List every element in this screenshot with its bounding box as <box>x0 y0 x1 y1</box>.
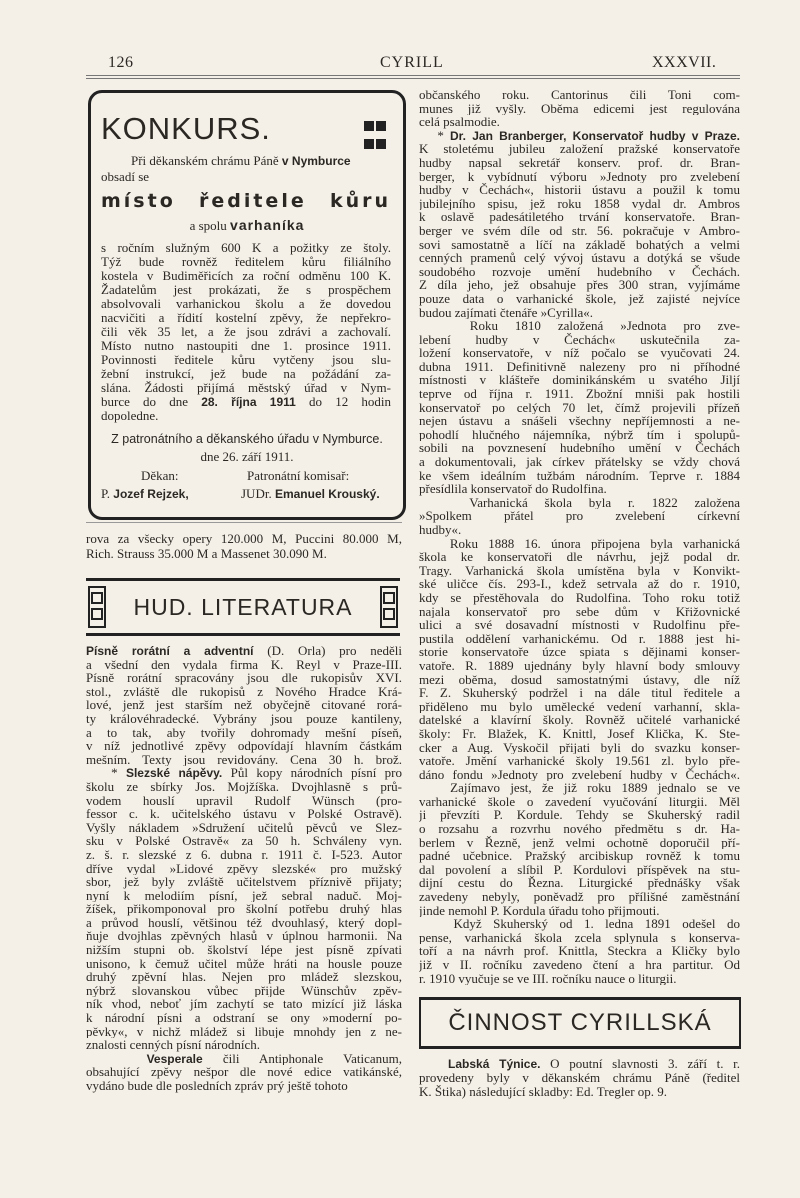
text-segment: čili Antiphonale Vaticanum, <box>202 1051 402 1066</box>
text-line: školy: Fr. Blažek, K. Knittl, Josef Klička, K. Ste- <box>419 726 740 741</box>
text-line: ložení konservatoře, v níž počalo se vyučovati 24. <box>419 346 740 360</box>
text-line: přiděleno mu bylo umělecké vedení varhanní, skla- <box>419 699 740 714</box>
text-line: nyní k melodiím písní, jež sebral naduč. Moj- <box>86 888 402 903</box>
text-line: absolvovali varhanickou školu a že dovedou <box>101 297 391 311</box>
text-line: ji převzíti P. Kordule. Tehdy se Skuherský radil <box>419 808 740 823</box>
text-line: vodem houslí upravil Rudolf Wünsch (pro- <box>86 793 402 808</box>
text-line: znalosti cenných písní národních. <box>86 1038 261 1052</box>
text-line: škola ke konservatoři dle návrhu, jejž podal dr. <box>419 550 740 564</box>
text-line: o rozsahu a rozvrhu nového předmětu s dr. Ha- <box>419 822 740 836</box>
text-line: s ročním služným 600 K a požitky ze štoly. <box>101 241 391 255</box>
text-line: F. Z. Skuherský podržel i na dále titul ředitele a <box>419 686 740 700</box>
text-line: berger, k vybídnutí výboru »Jednoty pro zvelebení <box>419 169 740 184</box>
text-line <box>419 1057 740 1071</box>
text-line: Vyšly nákladem »Sdružení učitelů pěvců ve Slez- <box>86 820 402 835</box>
text-line: již v II. ročníku zavedeno čtení a hra partitur. Od <box>419 958 740 972</box>
section-title: ČINNOST CYRILLSKÁ <box>448 1009 712 1036</box>
header-rule <box>86 75 740 76</box>
text-line: pouze data o varhanické škole, jež zajisté nejvíce <box>419 291 740 306</box>
text-line: občanského roku. Cantorinus čili Toni com- <box>419 88 740 102</box>
konkurs-date: dne 26. září 1911. <box>200 449 294 464</box>
text-line: unisono, k čemuž učitel může hráti na housle pouze <box>86 956 402 971</box>
text-line: z. š. r. slezské z 6. dubna r. 1911 č. I-523. Autor <box>86 847 402 862</box>
text-line: budou zajímati čtenáře »Cyrilla«. <box>419 305 593 320</box>
text-line: Rich. Strauss 35.000 M a Massenet 30.090 M. <box>86 546 327 561</box>
cinnost-text <box>419 1057 740 1100</box>
also-text: a spolu <box>189 218 231 233</box>
text-line: rova za všecky opery 120.000 M, Puccini 80.000 M, <box>86 531 402 546</box>
commissioner-name: Emanuel Krouský. <box>274 487 380 501</box>
text-line: hudby napsal sekretář konserv. prof. dr. Bran- <box>419 155 740 170</box>
text-line: celá psalmodie. <box>419 115 500 129</box>
text-line: sbor, jež byly zvláště učitelstvem příznivě přijaty; <box>86 875 402 889</box>
intro-place: v Nymburce <box>281 154 351 168</box>
text-line <box>101 395 391 409</box>
text-line: druhý zpěvní hlas. Nejen pro mládež slezskou, <box>86 970 402 984</box>
text-line: munes již vyšly. Oběma edicemi jest regulována <box>419 101 740 116</box>
text-line: Varhanická škola byla r. 1822 založena <box>419 495 740 510</box>
section-title: HUD. LITERATURA <box>133 594 353 620</box>
text-line: přesídlila konservatoř do Rudolfina. <box>419 482 607 496</box>
text-line <box>419 129 740 143</box>
text-line: dříve vydal »Lidové zpěvy slezské« pro mužský <box>86 861 402 876</box>
konkurs-office: Z patronátního a děkanského úřadu v Nymburce. <box>111 432 383 446</box>
text-line: místnosti v klášteře dominikánském u svatého Jiljí <box>419 373 740 388</box>
text-segment <box>419 1057 448 1071</box>
cinnost-heading <box>419 997 741 1049</box>
opera-fees-text <box>86 531 402 561</box>
page-number: 126 <box>108 54 134 71</box>
text-line <box>86 766 402 780</box>
ornament-squares-icon <box>363 119 389 155</box>
text-line: jubilejního spisu, jež roku 1858 vydal dr. Ambros <box>419 196 740 211</box>
text-line: slána. Žádosti přijímá městský úřad v Nym- <box>101 381 391 395</box>
text-line: ské uličce čís. 293-I., kdež setrvala až do r. 1910, <box>419 577 740 591</box>
text-segment: * <box>419 128 450 143</box>
text-line: dal povolení a slíbil P. Kordulovi příspěvek na stu- <box>419 862 740 877</box>
text-line: pustila oddělení varhanickému. Od r. 1888 jest hi- <box>419 631 740 646</box>
konkurs-also <box>91 217 403 234</box>
text-line: dubna 1911. Definitivně nalezeny pro ni příhodné <box>419 359 740 374</box>
bold-lead: 28. října 1911 <box>201 395 296 409</box>
header-rule-2 <box>86 78 740 79</box>
konkurs-advertisement <box>88 90 406 520</box>
text-line: jinde nemohl P. Kordula úřadu toho přijmouti. <box>419 903 660 918</box>
text-line: ke všem ideálním tužbám národním. Teprve r. 1884 <box>419 468 740 483</box>
text-line: Žadatelům jest prokázati, že s prospěchem <box>101 283 391 297</box>
text-line: Když Skuherský od 1. ledna 1891 odešel do <box>419 917 740 931</box>
text-line: mešním. Texty jsou revidovány. Cena 30 h. brož. <box>86 752 402 767</box>
text-line: sovi samostatně a líčí na základě bohatých a velmi <box>419 237 740 252</box>
text-line: zavedeny nebyly, poněvadž pro přílišné zaměstnání <box>419 890 740 904</box>
text-line: hudby«. <box>419 523 462 537</box>
bold-lead: Labská Týnice. <box>448 1057 541 1071</box>
konkurs-body <box>101 241 391 423</box>
bold-lead: Slezské nápěvy. <box>125 766 223 780</box>
hud-literatura-heading <box>86 578 400 636</box>
commissioner-signature <box>241 486 380 502</box>
text-segment: O poutní slavnosti 3. září t. r. <box>540 1057 740 1071</box>
dean-name: Jozef Rejzek, <box>113 487 189 501</box>
text-line: k národní písni a odstraní se ony »moderní po- <box>86 1011 402 1025</box>
text-line: obsahující zpěvy nešpor dle nové edice vatikánské, <box>86 1065 402 1079</box>
text-line: toří a na návrh prof. Knittla, Steckra a Kličky bylo <box>419 944 740 958</box>
text-line: mezi oběma, dosud samostatnými ústavy, dle níž <box>419 672 740 687</box>
text-line: K. Štika) následující skladby: Ed. Tregler op. 9. <box>419 1085 668 1100</box>
text-line: žíšek, přikomponoval pro školní potřebu druhý hlas <box>86 902 402 916</box>
text-line <box>86 1052 402 1066</box>
bold-lead: Vesperale <box>146 1051 203 1066</box>
text-line: fessor c. k. učitelského ústavu v Polské Ostravě). <box>86 807 402 821</box>
text-line: soudobého rozvoje umění hudebního v Čechách. <box>419 264 740 279</box>
text-line: nacvičiti a řídití kostelní zpěvy, že nepřekro- <box>101 311 391 325</box>
text-line: Povinnosti ředitele kůru vytčeny jsou slu- <box>101 353 391 367</box>
text-line: žební instrukcí, jež bude na požádání za- <box>101 367 391 381</box>
text-line: padné učebnice. Pražský arcibiskup rovněž k tomu <box>419 849 740 863</box>
text-line: cenných pramenů celý vývoj ústavu a dotýká se všude <box>419 251 740 265</box>
text-line: »Spolkem přátel pro zvelebení církevní <box>419 509 740 523</box>
text-line: dijní cestu do Řezna. Liturgické přednášky však <box>419 876 740 891</box>
text-line: vydáno bude dle posledních zpráv prý ještě tohoto <box>86 1079 348 1093</box>
text-line: Z díla jeho, jež obsahuje přes 300 stran, vyjímáme <box>419 278 740 292</box>
text-line <box>86 644 402 658</box>
dean-signature <box>101 486 189 502</box>
text-line: vatoře. Jmění varhanické školy 19.561 zl. bylo pře- <box>419 754 740 768</box>
text-line: dopoledne. <box>101 409 159 423</box>
text-line: varhanické škole o zavedení vyučování liturgii. Měl <box>419 794 740 809</box>
text-line: r. 1910 vyučuje se ve III. ročníku nauce o liturgii. <box>419 971 677 986</box>
right-column-text <box>419 88 740 985</box>
text-line: sobili na povznesení hudebního umění v Čechách <box>419 441 740 456</box>
text-line: provedeny byly v děkanském chrámu Páně (ředitel <box>419 1071 740 1086</box>
text-line: pěvky«, v nichž mládež si libuje mnohdy jen z ne- <box>86 1024 402 1039</box>
text-line: a to tak, aby tvořily dohromady mešní píseň, <box>86 725 402 740</box>
ornament-right-icon <box>380 586 398 628</box>
text-line: najala konservatoř pro sebe dům v Křižovnické <box>419 604 740 619</box>
text-line: nižším stupni ob. školství lépe jest písně zpívati <box>86 943 402 957</box>
text-line: Roku 1888 16. února připojena byla varhanická <box>419 536 740 551</box>
text-line: Týž bude rovněž ředitelem kůru filiálního <box>101 255 391 269</box>
text-segment: (D. Orla) pro neděli <box>253 644 402 658</box>
text-line: lebení hudby v Čechách« uskutečnila za- <box>419 332 740 347</box>
text-segment: * <box>86 766 126 780</box>
text-segment: burce do dne <box>101 395 202 409</box>
text-line: lové, jenž jest starším než obyčejně citované rorá- <box>86 698 402 712</box>
divider <box>86 522 402 523</box>
text-line: v níž jednotlivé zpěvy odpovídají hlavním částkám <box>86 739 402 753</box>
text-line: dáno fondu »Jednoty pro zvelebení hudby v Čechách«. <box>419 767 740 782</box>
text-segment: do 12 hodin <box>295 395 391 409</box>
konkurs-position: místo ředitele kůru <box>101 190 391 212</box>
volume-number: XXXVII. <box>652 54 717 71</box>
dean-label: Děkan: <box>141 468 179 483</box>
text-line: datelské a klavírní školy. Rovněž učitelé varhanické <box>419 713 740 727</box>
text-line: berlem v Řezně, jenž velmi ochotně doporučil pří- <box>419 835 740 850</box>
text-line: storie konservatoře úzce spiata s dějinami konser- <box>419 645 740 659</box>
text-line: a průvod houslí, většinou též dvouhlasý, který dopl- <box>86 915 402 930</box>
text-line: berger ve svém díle od str. 56. pokračuje v Ambro- <box>419 223 740 238</box>
text-line: čili věk 35 let, a že jsou zdrávi a zachovalí. <box>101 325 391 339</box>
text-segment: Půl kopy národních písní pro <box>222 766 402 780</box>
commissioner-label: Patronátní komisař: <box>247 468 350 483</box>
konkurs-intro-2: obsadí se <box>101 169 150 184</box>
text-line: Místo nutno nastoupiti dne 1. prosince 1911. <box>101 339 391 353</box>
konkurs-intro <box>131 153 351 169</box>
text-segment <box>86 1052 147 1066</box>
intro-text: Při děkanském chrámu Páně <box>131 153 282 168</box>
text-line: Tragy. Varhanická škola umístěna byla v Konvikt- <box>419 563 740 578</box>
text-line: sku v Polské Ostravě« za 50 h. Schváleny vyn. <box>86 834 402 848</box>
text-line: kdy se přestěhovala do Rudolfina. Toho roku totiž <box>419 590 740 605</box>
text-line: školu ze sbírky Jos. Mojžíška. Dvojhlasně s prů- <box>86 779 402 794</box>
text-line: ňuje dvojhlas zpěvných hlasů v úplnou harmonii. Na <box>86 929 402 944</box>
text-line: k oslavě padesátiletého trvání konservatoře. Bran- <box>419 210 740 224</box>
commissioner-prefix: JUDr. <box>241 486 275 501</box>
text-line: vatoře. R. 1889 ujednány byly hlavní body smlouvy <box>419 658 740 673</box>
text-line: nýbrž slovanskou vůbec přijde Wünschův zpěv- <box>86 983 402 998</box>
text-line: stol., zvláště dle rukopisů z Nového Hradce Krá- <box>86 684 402 699</box>
bold-lead: Dr. Jan Branberger, Konservatoř hudby v Praze. <box>450 128 740 143</box>
text-line: pense, varhanická škola zcela splynula s konserva- <box>419 930 740 945</box>
text-line: konservatoř po celých 70 let, čímž projevili přízeň <box>419 400 740 415</box>
text-line: pohodlí hlučného nájemníka, nýbrž tím i spolupů- <box>419 427 740 442</box>
text-line: hudby v Čechách«, historii ústavu a použil k tomu <box>419 183 740 197</box>
journal-title: CYRILL <box>380 54 444 71</box>
text-line: Písně rorátní spracovány jsou dle rukopisův XVI. <box>86 671 402 685</box>
text-line: ulici a své dosavadní místnosti v Rudolfinu pře- <box>419 618 740 632</box>
dean-prefix: P. <box>101 486 114 501</box>
also-role: varhaníka <box>230 217 305 233</box>
text-line: Zajímavo jest, že již roku 1889 jednalo se ve <box>419 781 740 795</box>
text-line: ník vhod, neboť jím zachytí se tato mizící již láska <box>86 997 402 1012</box>
text-line: a všední den vydala firma K. Reyl v Praze-III. <box>86 657 402 672</box>
text-line: teprve od října r. 1911. Zbožní mniši pak hostili <box>419 387 740 401</box>
text-line: K stoletému jubileu založení pražské konservatoře <box>419 142 740 156</box>
text-line: Roku 1810 založená »Jednota pro zve- <box>419 319 740 333</box>
text-line: ty královéhradecké. Vybrány jsou pouze kantileny, <box>86 711 402 726</box>
left-column-text <box>86 644 402 1093</box>
bold-lead: Písně rorátní a adventní <box>86 644 254 658</box>
konkurs-title: KONKURS. <box>101 111 271 146</box>
text-line: kostela v Budiměřicích za roční odměnu 100 K. <box>101 269 391 283</box>
text-line: cker a Aug. Vyskočil přijati byli do svazku konser- <box>419 740 740 755</box>
text-line: nejen ústavu a snášeli všechny nepříjemnosti a ne- <box>419 414 740 428</box>
text-line: a dokumentovali, jak církev přátelsky se vždy chová <box>419 455 740 469</box>
